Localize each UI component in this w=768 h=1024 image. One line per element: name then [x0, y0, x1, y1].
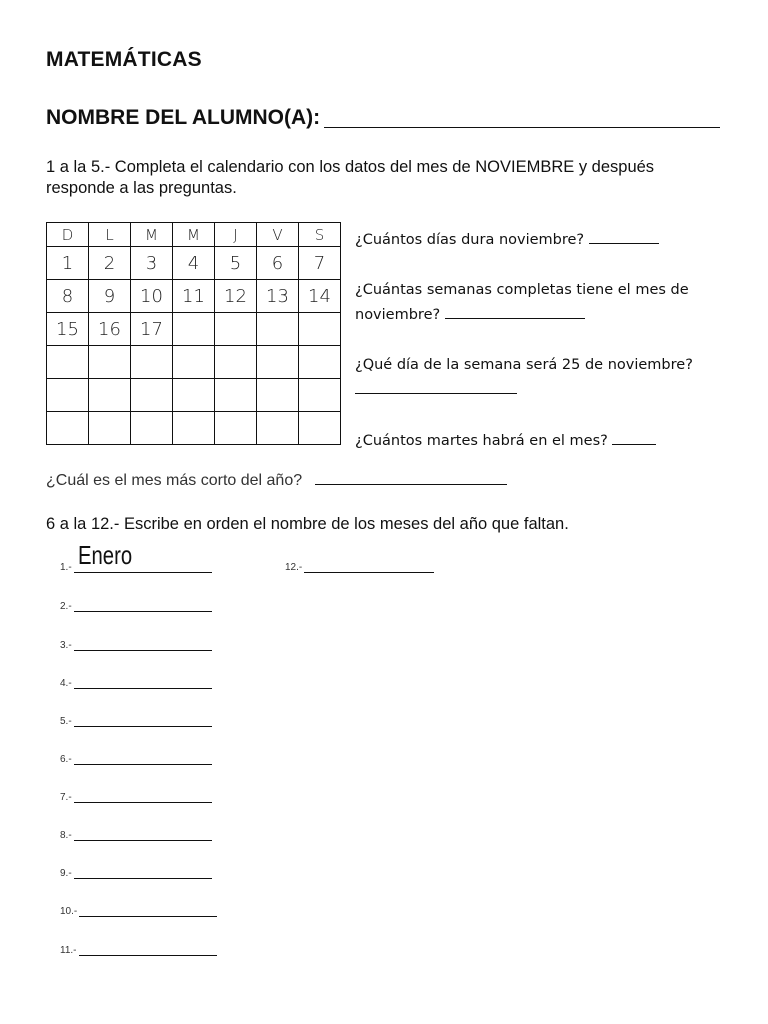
calendar-cell[interactable]: 7	[299, 247, 341, 280]
calendar-cell[interactable]: 17	[131, 313, 173, 346]
month-number: 11.-	[60, 945, 77, 956]
month-item-1	[60, 540, 212, 573]
calendar-cell[interactable]	[89, 412, 131, 445]
question-5	[46, 470, 507, 490]
calendar-cell[interactable]: 15	[47, 313, 89, 346]
month-item-8	[60, 820, 212, 841]
calendar-cell[interactable]: 12	[215, 280, 257, 313]
month-item-10	[60, 896, 217, 917]
question-1-text: ¿Cuántos días dura noviembre?	[355, 232, 585, 248]
calendar-cell[interactable]	[131, 346, 173, 379]
calendar-day-header: M	[173, 223, 215, 247]
calendar-cell[interactable]	[299, 346, 341, 379]
month-item-6	[60, 744, 212, 765]
calendar-cell[interactable]	[257, 346, 299, 379]
calendar-cell[interactable]	[131, 379, 173, 412]
question-4-text: ¿Cuántos martes habrá en el mes?	[355, 433, 608, 449]
calendar-cell[interactable]: 10	[131, 280, 173, 313]
calendar-day-header: L	[89, 223, 131, 247]
month-number: 10.-	[60, 906, 78, 917]
question-4	[355, 429, 715, 454]
month-number: 2.-	[60, 601, 72, 612]
question-2	[355, 278, 715, 328]
calendar-cell[interactable]: 1	[47, 247, 89, 280]
calendar-cell[interactable]	[257, 379, 299, 412]
month-answer-field[interactable]	[74, 744, 212, 765]
question-2-text: ¿Cuántas semanas completas tiene el mes de noviembre?	[355, 282, 689, 323]
month-answer-field[interactable]	[304, 552, 434, 573]
calendar-cell[interactable]: 14	[299, 280, 341, 313]
month-item-3	[60, 630, 212, 651]
month-number: 3.-	[60, 640, 72, 651]
calendar-cell[interactable]	[299, 379, 341, 412]
calendar-day-header: V	[257, 223, 299, 247]
month-number: 1.-	[60, 562, 72, 573]
calendar-header-row	[47, 223, 341, 247]
calendar-day-header: D	[47, 223, 89, 247]
month-number: 4.-	[60, 678, 72, 689]
calendar-cell[interactable]	[257, 412, 299, 445]
month-number: 9.-	[60, 868, 72, 879]
month-item-5	[60, 706, 212, 727]
calendar-week-row	[47, 247, 341, 280]
calendar-cell[interactable]	[89, 346, 131, 379]
question-3	[355, 353, 715, 403]
month-number: 6.-	[60, 754, 72, 765]
month-item-9	[60, 858, 212, 879]
calendar-cell[interactable]	[215, 313, 257, 346]
month-answer-field[interactable]	[74, 591, 212, 612]
calendar-cell[interactable]	[47, 412, 89, 445]
question-5-text: ¿Cuál es el mes más corto del año?	[46, 472, 303, 489]
month-answer-field[interactable]	[74, 782, 212, 803]
student-name-field[interactable]	[324, 127, 720, 128]
calendar-cell[interactable]	[47, 379, 89, 412]
month-answer-field[interactable]	[74, 540, 212, 573]
month-number: 12.-	[285, 562, 303, 573]
calendar-cell[interactable]	[173, 379, 215, 412]
month-answer-field[interactable]	[74, 858, 212, 879]
calendar-day-header: S	[299, 223, 341, 247]
section1-instruction: 1 a la 5.- Completa el calendario con los datos del mes de NOVIEMBRE y después responde a las preguntas.	[46, 158, 655, 197]
month-answer-field[interactable]	[74, 706, 212, 727]
calendar-cell[interactable]: 9	[89, 280, 131, 313]
question-4-answer-field[interactable]	[612, 430, 656, 445]
question-1	[355, 228, 715, 253]
calendar-day-header: M	[131, 223, 173, 247]
calendar-week-row	[47, 346, 341, 379]
calendar-day-header: J	[215, 223, 257, 247]
month-answer-field[interactable]	[79, 896, 217, 917]
calendar-cell[interactable]	[173, 346, 215, 379]
month-item-11	[60, 935, 217, 956]
student-name-label: NOMBRE DEL ALUMNO(A):	[46, 106, 321, 129]
month-answer-field[interactable]	[79, 935, 217, 956]
month-item-12	[285, 552, 434, 573]
page-title: MATEMÁTICAS	[46, 48, 202, 71]
question-1-answer-field[interactable]	[589, 229, 659, 244]
calendar-table	[46, 222, 341, 445]
calendar-week-row	[47, 313, 341, 346]
calendar-cell[interactable]	[257, 313, 299, 346]
calendar-cell[interactable]: 8	[47, 280, 89, 313]
calendar-cell[interactable]: 16	[89, 313, 131, 346]
calendar-cell[interactable]	[215, 412, 257, 445]
student-name-row	[46, 106, 720, 130]
calendar-cell[interactable]	[215, 346, 257, 379]
handwritten-answer: Enero	[77, 540, 132, 570]
question-3-answer-field[interactable]	[355, 379, 517, 394]
calendar-cell[interactable]	[131, 412, 173, 445]
question-2-answer-field[interactable]	[445, 304, 585, 319]
calendar-cell[interactable]	[299, 313, 341, 346]
calendar-cell[interactable]	[47, 346, 89, 379]
calendar-cell[interactable]: 6	[257, 247, 299, 280]
calendar-cell[interactable]	[299, 412, 341, 445]
calendar-cell[interactable]	[173, 412, 215, 445]
month-answer-field[interactable]	[74, 820, 212, 841]
month-answer-field[interactable]	[74, 630, 212, 651]
calendar-cell[interactable]: 11	[173, 280, 215, 313]
month-item-4	[60, 668, 212, 689]
month-number: 7.-	[60, 792, 72, 803]
calendar-cell[interactable]: 5	[215, 247, 257, 280]
calendar-week-row	[47, 412, 341, 445]
calendar-cell[interactable]	[215, 379, 257, 412]
calendar-cell[interactable]: 2	[89, 247, 131, 280]
calendar-week-row	[47, 280, 341, 313]
month-number: 5.-	[60, 716, 72, 727]
calendar-cell[interactable]: 4	[173, 247, 215, 280]
month-item-2	[60, 591, 212, 612]
calendar-cell[interactable]: 13	[257, 280, 299, 313]
question-3-text: ¿Qué día de la semana será 25 de noviembre?	[355, 357, 693, 373]
month-number: 8.-	[60, 830, 72, 841]
question-5-answer-field[interactable]	[315, 470, 507, 485]
calendar-cell[interactable]	[89, 379, 131, 412]
calendar-week-row	[47, 379, 341, 412]
calendar-cell[interactable]: 3	[131, 247, 173, 280]
section2-instruction: 6 a la 12.- Escribe en orden el nombre de los meses del año que faltan.	[46, 515, 569, 533]
calendar-cell[interactable]	[173, 313, 215, 346]
month-answer-field[interactable]	[74, 668, 212, 689]
month-item-7	[60, 782, 212, 803]
